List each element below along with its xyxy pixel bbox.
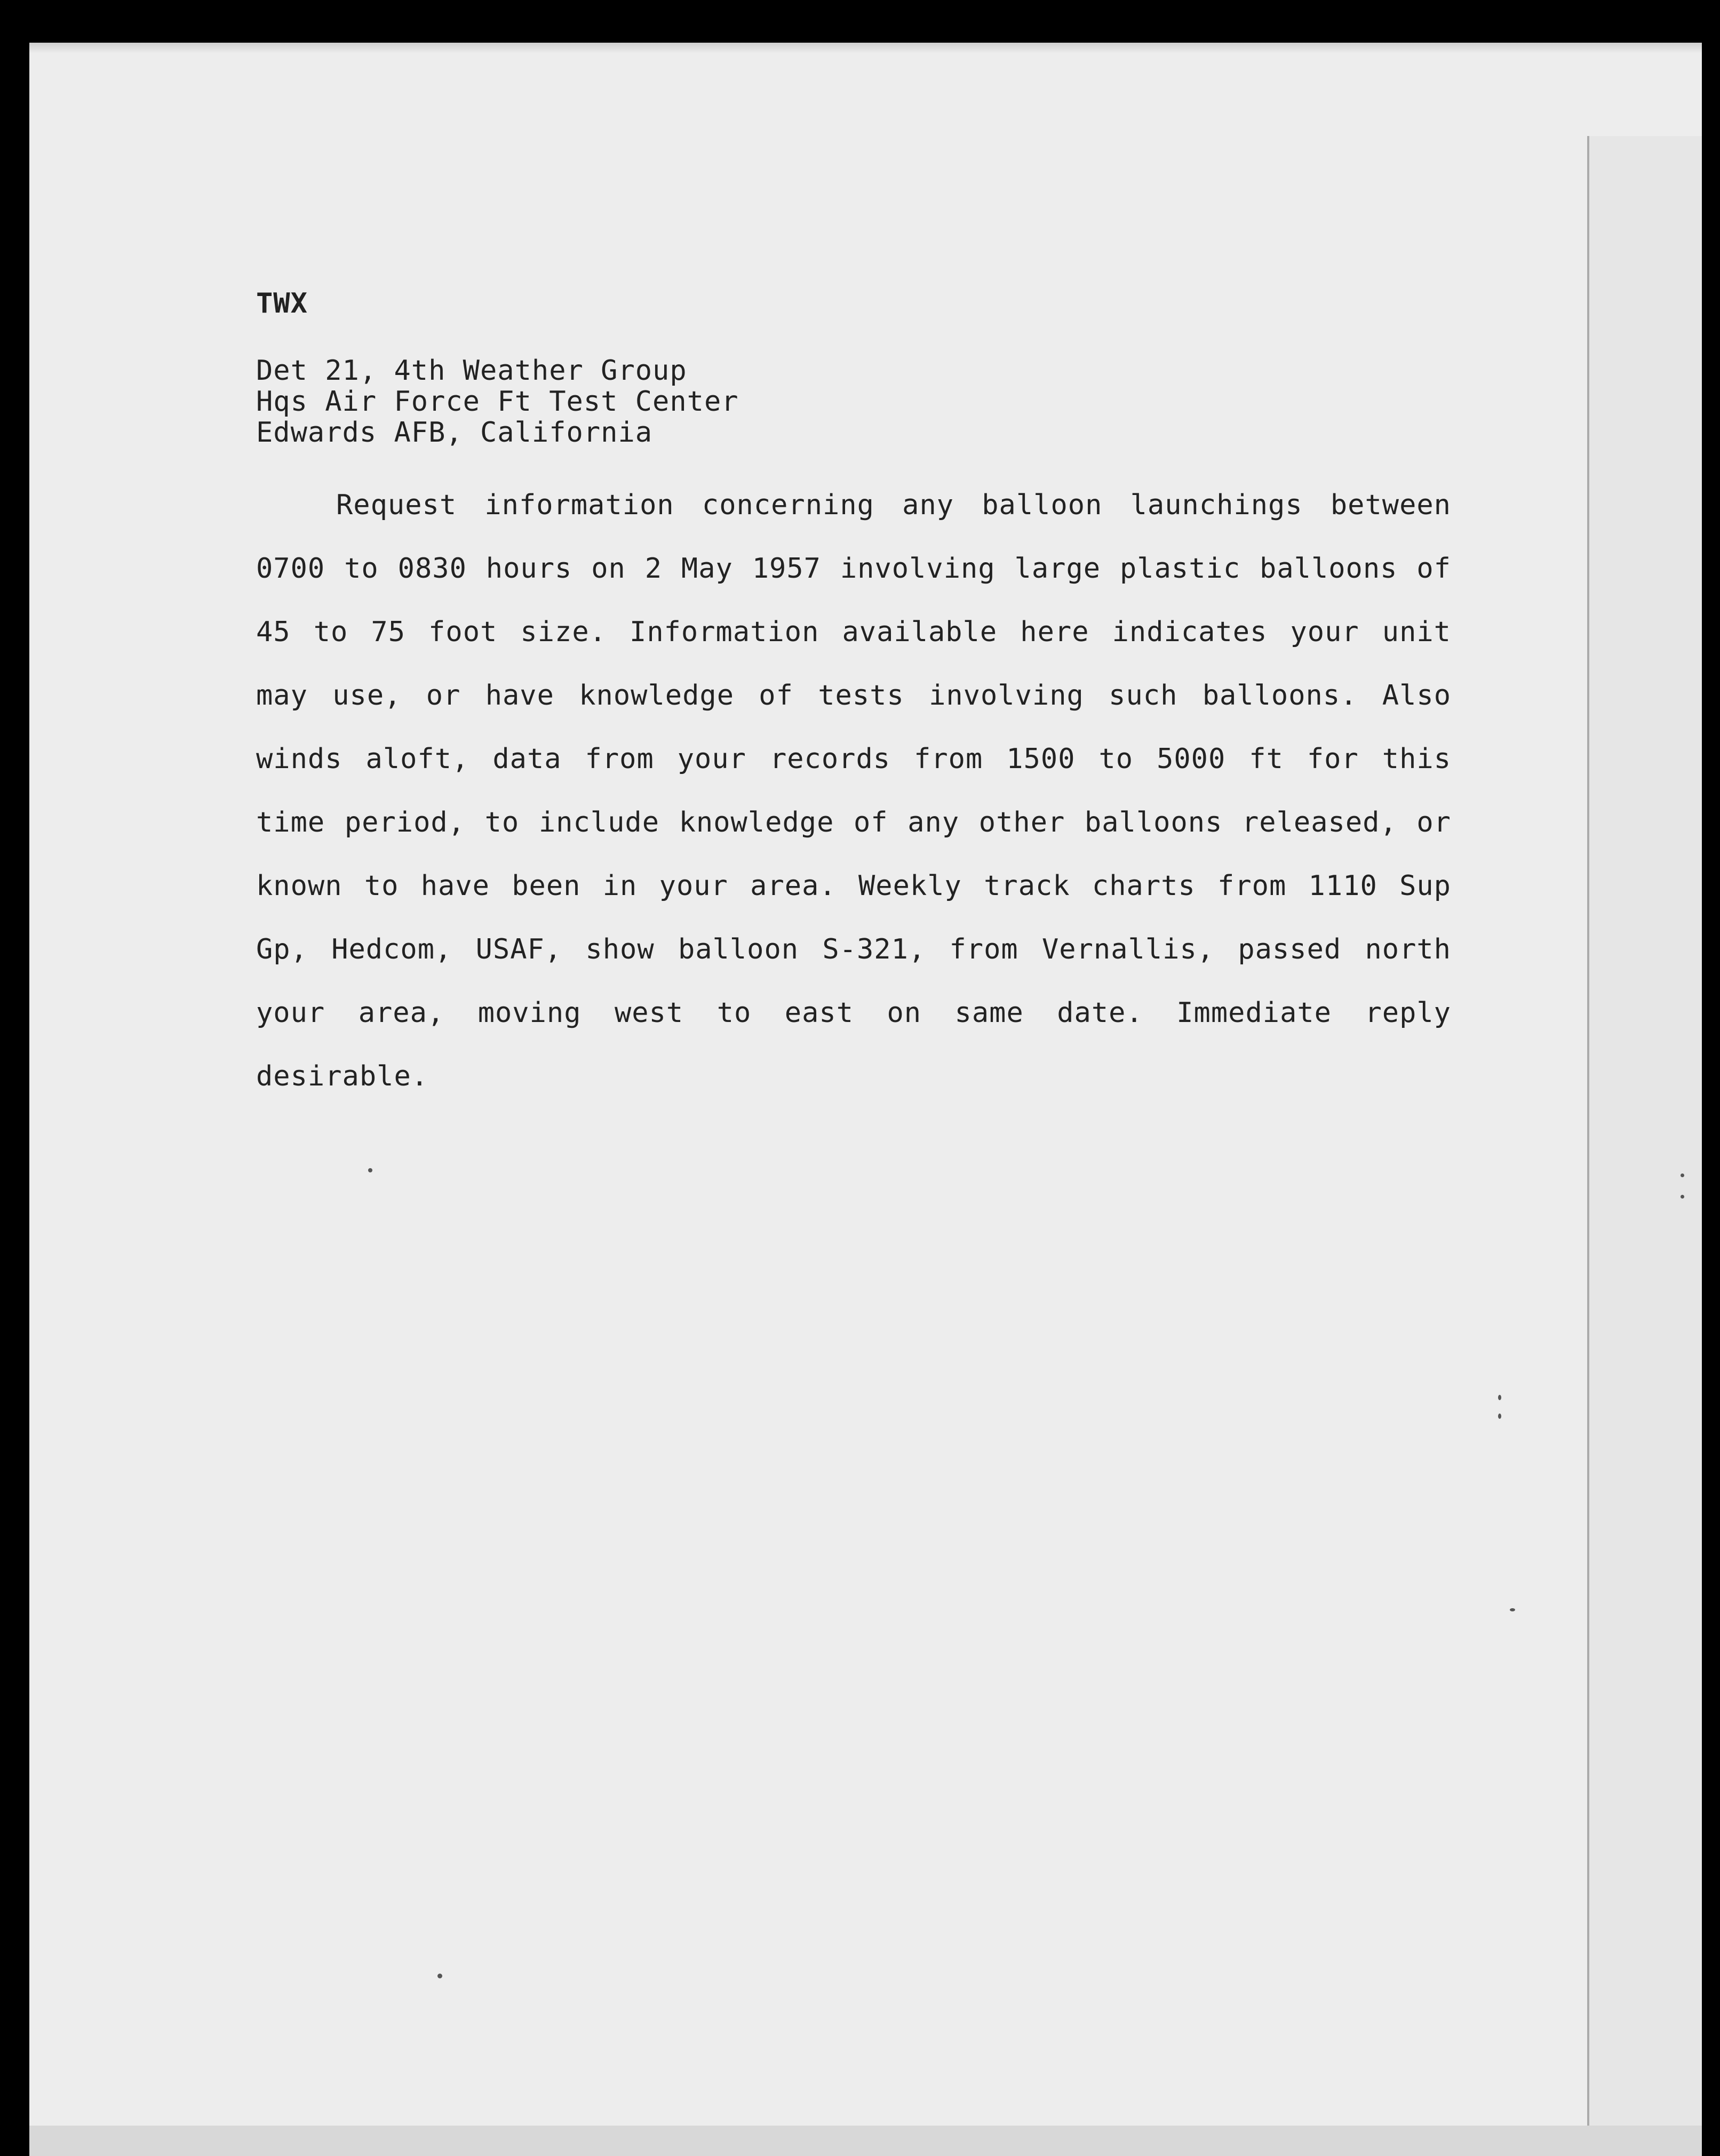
scan-speck <box>1498 1414 1501 1419</box>
message-type: TWX <box>256 288 308 320</box>
address-block <box>256 355 1451 448</box>
teletype-message <box>256 288 1451 1108</box>
scan-speck <box>437 1974 442 1978</box>
scan-speck <box>1681 1173 1684 1177</box>
scan-speck <box>1681 1195 1684 1199</box>
address-line: Hqs Air Force Ft Test Center <box>256 386 739 418</box>
scan-speck <box>1510 1608 1515 1611</box>
scan-speck <box>1498 1395 1501 1400</box>
address-line: Det 21, 4th Weather Group <box>256 355 687 387</box>
scan-speck <box>368 1168 372 1172</box>
address-line: Edwards AFB, California <box>256 417 653 449</box>
paper-right-band <box>1587 136 1702 2156</box>
message-body: Request information concerning any balloon launchings between 0700 to 0830 hours on 2 May 1957 involving large plastic balloons of 45 to 75 foot size. Information available here indicates your unit may use, or have knowledge of tests involving such balloons. Also winds aloft, data from your records from 1500 to 5000 ft for this time period, to include knowledge of any other balloons released, or known to have been in your area. Weekly track charts from 1110 Sup Gp, Hedcom, USAF, show balloon S-321, from Vernallis, passed north your area, moving west to east on same date. Immediate reply desirable. <box>256 489 1451 1092</box>
paper-right-edge <box>1587 136 1589 2156</box>
paper-bottom-band <box>29 2126 1702 2156</box>
paper-top-shadow <box>29 43 1702 53</box>
